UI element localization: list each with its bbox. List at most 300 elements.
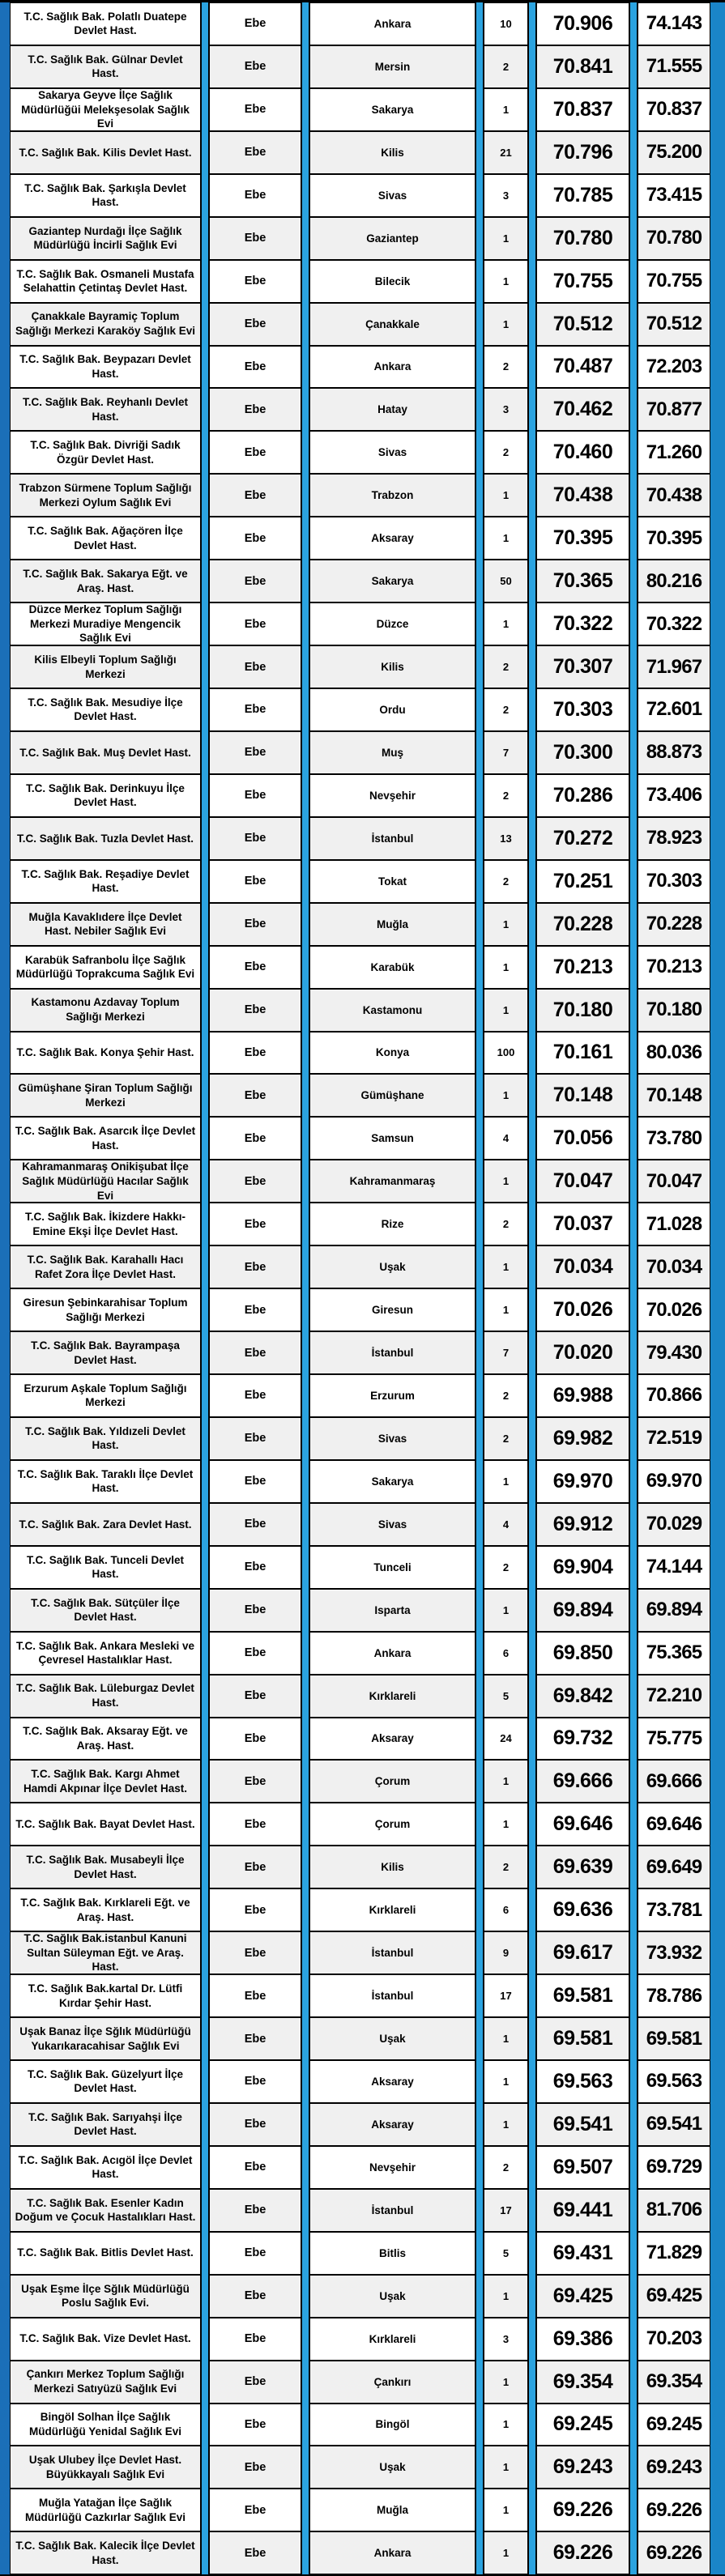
column-separator (629, 1718, 638, 1761)
column-separator (201, 388, 209, 431)
column-separator (476, 2232, 484, 2275)
institution-cell: T.C. Sağlık Bak. Musabeyli İlçe Devlet Hast. (10, 1846, 201, 1888)
column-separator (629, 2404, 638, 2446)
column-separator (201, 1675, 209, 1718)
table-row (10, 1632, 710, 1675)
column-separator (301, 774, 309, 817)
min-score-cell: 70.365 (536, 560, 629, 602)
max-score-cell: 69.729 (638, 2146, 710, 2189)
max-score-cell: 73.415 (638, 174, 710, 217)
institution-cell: T.C. Sağlık Bak. Ağaçören İlçe Devlet Hast. (10, 517, 201, 560)
column-separator (476, 2103, 484, 2146)
max-score-cell: 75.200 (638, 131, 710, 174)
column-separator (629, 1675, 638, 1718)
column-separator (301, 731, 309, 774)
quota-count-cell: 1 (484, 1160, 528, 1203)
table-row (10, 517, 710, 560)
max-score-cell: 70.203 (638, 2318, 710, 2361)
column-separator (301, 1503, 309, 1546)
city-cell: Sivas (309, 431, 476, 474)
column-separator (201, 1288, 209, 1331)
column-separator (528, 1160, 536, 1203)
column-separator (301, 2189, 309, 2232)
column-separator (629, 1846, 638, 1888)
column-separator (201, 860, 209, 903)
city-cell: Hatay (309, 388, 476, 431)
column-separator (201, 1888, 209, 1931)
column-separator (476, 45, 484, 88)
column-separator (201, 1032, 209, 1075)
column-separator (528, 2232, 536, 2275)
column-separator (629, 817, 638, 860)
column-separator (201, 1974, 209, 2017)
column-separator (629, 474, 638, 517)
institution-cell: T.C. Sağlık Bak. Lüleburgaz Devlet Hast. (10, 1675, 201, 1718)
quota-count-cell: 1 (484, 2404, 528, 2446)
profession-cell: Ebe (209, 860, 301, 903)
column-separator (201, 2189, 209, 2232)
institution-cell: T.C. Sağlık Bak. İkizdere Hakkı-Emine Ekşi İlçe Devlet Hast. (10, 1203, 201, 1245)
min-score-cell: 69.850 (536, 1632, 629, 1675)
city-cell: Bitlis (309, 2232, 476, 2275)
profession-cell: Ebe (209, 217, 301, 260)
city-cell: Bilecik (309, 260, 476, 303)
min-score-cell: 69.894 (536, 1589, 629, 1632)
column-separator (528, 903, 536, 946)
min-score-cell: 70.906 (536, 2, 629, 45)
column-separator (629, 260, 638, 303)
column-separator (629, 731, 638, 774)
institution-cell: T.C. Sağlık Bak. Beypazarı Devlet Hast. (10, 346, 201, 389)
column-separator (301, 388, 309, 431)
max-score-cell: 70.029 (638, 1503, 710, 1546)
profession-cell: Ebe (209, 1589, 301, 1632)
column-separator (301, 260, 309, 303)
column-separator (629, 2361, 638, 2404)
table-row (10, 1374, 710, 1417)
column-separator (201, 474, 209, 517)
city-cell: Aksaray (309, 517, 476, 560)
max-score-cell: 73.932 (638, 1931, 710, 1974)
quota-count-cell: 1 (484, 474, 528, 517)
column-separator (528, 2489, 536, 2531)
min-score-cell: 70.438 (536, 474, 629, 517)
column-separator (476, 731, 484, 774)
profession-cell: Ebe (209, 2531, 301, 2574)
column-separator (528, 1417, 536, 1460)
column-separator (476, 2146, 484, 2189)
city-cell: Çankırı (309, 2361, 476, 2404)
column-separator (629, 2103, 638, 2146)
column-separator (476, 1546, 484, 1589)
column-separator (528, 860, 536, 903)
profession-cell: Ebe (209, 1931, 301, 1974)
profession-cell: Ebe (209, 1374, 301, 1417)
city-cell: Nevşehir (309, 774, 476, 817)
city-cell: Muğla (309, 903, 476, 946)
table-row (10, 817, 710, 860)
column-separator (528, 474, 536, 517)
max-score-cell: 73.406 (638, 774, 710, 817)
min-score-cell: 69.507 (536, 2146, 629, 2189)
min-score-cell: 69.581 (536, 1974, 629, 2017)
max-score-cell: 70.438 (638, 474, 710, 517)
institution-cell: T.C. Sağlık Bak. Bayat Devlet Hast. (10, 1803, 201, 1846)
quota-count-cell: 9 (484, 1931, 528, 1974)
column-separator (528, 817, 536, 860)
column-separator (528, 989, 536, 1032)
city-cell: Uşak (309, 1245, 476, 1288)
column-separator (629, 2, 638, 45)
profession-cell: Ebe (209, 2232, 301, 2275)
profession-cell: Ebe (209, 1245, 301, 1288)
institution-cell: Gümüşhane Şiran Toplum Sağlığı Merkezi (10, 1074, 201, 1117)
column-separator (629, 688, 638, 731)
column-separator (629, 517, 638, 560)
table-row (10, 1803, 710, 1846)
quota-count-cell: 1 (484, 2361, 528, 2404)
column-separator (301, 1760, 309, 1803)
city-cell: Konya (309, 1032, 476, 1075)
institution-cell: T.C. Sağlık Bak. Karahallı Hacı Rafet Zora İlçe Devlet Hast. (10, 1245, 201, 1288)
profession-cell: Ebe (209, 1718, 301, 1761)
column-separator (201, 1846, 209, 1888)
column-separator (629, 1374, 638, 1417)
table-row (10, 2531, 710, 2574)
column-separator (528, 1374, 536, 1417)
column-separator (629, 560, 638, 602)
quota-count-cell: 1 (484, 602, 528, 645)
table-row (10, 1032, 710, 1075)
institution-cell: T.C. Sağlık Bak. Reyhanlı Devlet Hast. (10, 388, 201, 431)
min-score-cell: 69.912 (536, 1503, 629, 1546)
table-row (10, 388, 710, 431)
max-score-cell: 72.519 (638, 1417, 710, 1460)
column-separator (528, 1974, 536, 2017)
city-cell: Aksaray (309, 2060, 476, 2103)
min-score-cell: 70.228 (536, 903, 629, 946)
column-separator (528, 1546, 536, 1589)
institution-cell: Kastamonu Azdavay Toplum Sağlığı Merkezi (10, 989, 201, 1032)
city-cell: Gümüşhane (309, 1074, 476, 1117)
quota-count-cell: 13 (484, 817, 528, 860)
table-row (10, 2, 710, 45)
table-left-edge (0, 2, 10, 2574)
profession-cell: Ebe (209, 2318, 301, 2361)
quota-count-cell: 1 (484, 1074, 528, 1117)
column-separator (476, 2017, 484, 2060)
column-separator (301, 1589, 309, 1632)
max-score-cell: 70.213 (638, 946, 710, 989)
column-separator (528, 560, 536, 602)
table-row (10, 560, 710, 602)
column-separator (301, 2103, 309, 2146)
column-separator (528, 2446, 536, 2489)
column-separator (528, 1288, 536, 1331)
column-separator (201, 560, 209, 602)
city-cell: Ankara (309, 1632, 476, 1675)
profession-cell: Ebe (209, 1203, 301, 1245)
quota-count-cell: 2 (484, 346, 528, 389)
profession-cell: Ebe (209, 1974, 301, 2017)
city-cell: Kilis (309, 131, 476, 174)
profession-cell: Ebe (209, 1032, 301, 1075)
min-score-cell: 70.047 (536, 1160, 629, 1203)
max-score-cell: 70.780 (638, 217, 710, 260)
institution-cell: T.C. Sağlık Bak. Asarcık İlçe Devlet Hast. (10, 1117, 201, 1160)
column-separator (301, 1074, 309, 1117)
column-separator (301, 1117, 309, 1160)
city-cell: Uşak (309, 2275, 476, 2318)
table-row (10, 1931, 710, 1974)
profession-cell: Ebe (209, 2275, 301, 2318)
column-separator (629, 1931, 638, 1974)
profession-cell: Ebe (209, 602, 301, 645)
min-score-cell: 69.563 (536, 2060, 629, 2103)
profession-cell: Ebe (209, 2361, 301, 2404)
institution-cell: T.C. Sağlık Bak. Mesudiye İlçe Devlet Hast. (10, 688, 201, 731)
max-score-cell: 70.837 (638, 88, 710, 131)
column-separator (201, 517, 209, 560)
column-separator (201, 817, 209, 860)
max-score-cell: 69.245 (638, 2404, 710, 2446)
min-score-cell: 69.617 (536, 1931, 629, 1974)
max-score-cell: 69.243 (638, 2446, 710, 2489)
max-score-cell: 88.873 (638, 731, 710, 774)
min-score-cell: 69.441 (536, 2189, 629, 2232)
table-row (10, 1203, 710, 1245)
min-score-cell: 69.431 (536, 2232, 629, 2275)
city-cell: Sivas (309, 1417, 476, 1460)
column-separator (201, 2489, 209, 2531)
table-row (10, 2103, 710, 2146)
quota-count-cell: 2 (484, 1846, 528, 1888)
institution-cell: T.C. Sağlık Bak. Güzelyurt İlçe Devlet Hast. (10, 2060, 201, 2103)
quota-count-cell: 17 (484, 1974, 528, 2017)
max-score-cell: 70.180 (638, 989, 710, 1032)
column-separator (476, 817, 484, 860)
institution-cell: Kahramanmaraş Onikişubat İlçe Sağlık Müdürlüğü Hacılar Sağlık Evi (10, 1160, 201, 1203)
table-row (10, 1589, 710, 1632)
column-separator (301, 1288, 309, 1331)
min-score-cell: 70.180 (536, 989, 629, 1032)
column-separator (476, 303, 484, 346)
column-separator (629, 1288, 638, 1331)
column-separator (201, 217, 209, 260)
column-separator (476, 131, 484, 174)
institution-cell: T.C. Sağlık Bak. Divriği Sadık Özgür Devlet Hast. (10, 431, 201, 474)
profession-cell: Ebe (209, 88, 301, 131)
column-separator (201, 88, 209, 131)
min-score-cell: 69.581 (536, 2017, 629, 2060)
institution-cell: T.C. Sağlık Bak. Reşadiye Devlet Hast. (10, 860, 201, 903)
quota-count-cell: 1 (484, 2017, 528, 2060)
city-cell: Nevşehir (309, 2146, 476, 2189)
column-separator (629, 860, 638, 903)
column-separator (476, 1288, 484, 1331)
column-separator (201, 1760, 209, 1803)
column-separator (301, 2017, 309, 2060)
column-separator (629, 45, 638, 88)
column-separator (301, 1632, 309, 1675)
table-row (10, 2232, 710, 2275)
column-separator (201, 1546, 209, 1589)
column-separator (476, 2060, 484, 2103)
quota-count-cell: 1 (484, 517, 528, 560)
city-cell: Ankara (309, 2, 476, 45)
table-row (10, 174, 710, 217)
city-cell: Giresun (309, 1288, 476, 1331)
column-separator (629, 2531, 638, 2574)
column-separator (301, 989, 309, 1032)
table-row (10, 2446, 710, 2489)
column-separator (301, 2361, 309, 2404)
table-row (10, 303, 710, 346)
table-row (10, 217, 710, 260)
column-separator (201, 2060, 209, 2103)
table-row (10, 131, 710, 174)
profession-cell: Ebe (209, 1117, 301, 1160)
min-score-cell: 70.300 (536, 731, 629, 774)
institution-cell: Muğla Kavaklıdere İlçe Devlet Hast. Nebiler Sağlık Evi (10, 903, 201, 946)
quota-count-cell: 7 (484, 731, 528, 774)
column-separator (528, 1117, 536, 1160)
column-separator (629, 2189, 638, 2232)
column-separator (201, 1718, 209, 1761)
column-separator (629, 1589, 638, 1632)
column-separator (301, 1846, 309, 1888)
min-score-cell: 70.286 (536, 774, 629, 817)
column-separator (629, 602, 638, 645)
table-row (10, 1675, 710, 1718)
column-separator (476, 2318, 484, 2361)
column-separator (301, 1974, 309, 2017)
column-separator (476, 1718, 484, 1761)
column-separator (201, 174, 209, 217)
city-cell: Kastamonu (309, 989, 476, 1032)
max-score-cell: 72.203 (638, 346, 710, 389)
max-score-cell: 69.970 (638, 1460, 710, 1503)
column-separator (476, 1032, 484, 1075)
column-separator (476, 1846, 484, 1888)
column-separator (301, 1203, 309, 1245)
city-cell: Muş (309, 731, 476, 774)
rows-container (10, 2, 710, 2574)
table-row (10, 989, 710, 1032)
max-score-cell: 72.210 (638, 1675, 710, 1718)
column-separator (629, 346, 638, 389)
column-separator (201, 989, 209, 1032)
column-separator (528, 731, 536, 774)
table-row (10, 2489, 710, 2531)
quota-count-cell: 1 (484, 303, 528, 346)
table-right-edge (710, 2, 725, 2574)
max-score-cell: 81.706 (638, 2189, 710, 2232)
column-separator (301, 174, 309, 217)
city-cell: Sivas (309, 1503, 476, 1546)
quota-count-cell: 2 (484, 1374, 528, 1417)
column-separator (629, 303, 638, 346)
column-separator (476, 2531, 484, 2574)
column-separator (629, 217, 638, 260)
profession-cell: Ebe (209, 2146, 301, 2189)
profession-cell: Ebe (209, 1546, 301, 1589)
column-separator (528, 1074, 536, 1117)
city-cell: Uşak (309, 2446, 476, 2489)
quota-count-cell: 1 (484, 2489, 528, 2531)
city-cell: Bingöl (309, 2404, 476, 2446)
column-separator (301, 1718, 309, 1761)
min-score-cell: 70.462 (536, 388, 629, 431)
max-score-cell: 79.430 (638, 1331, 710, 1374)
column-separator (301, 346, 309, 389)
city-cell: İstanbul (309, 1331, 476, 1374)
profession-cell: Ebe (209, 1331, 301, 1374)
quota-count-cell: 1 (484, 1589, 528, 1632)
table-row (10, 1718, 710, 1761)
profession-cell: Ebe (209, 560, 301, 602)
city-cell: Sakarya (309, 88, 476, 131)
city-cell: Çorum (309, 1760, 476, 1803)
profession-cell: Ebe (209, 131, 301, 174)
column-separator (528, 131, 536, 174)
column-separator (528, 2361, 536, 2404)
min-score-cell: 70.034 (536, 1245, 629, 1288)
column-separator (629, 1245, 638, 1288)
profession-cell: Ebe (209, 1160, 301, 1203)
min-score-cell: 69.842 (536, 1675, 629, 1718)
max-score-cell: 75.775 (638, 1718, 710, 1761)
min-score-cell: 70.213 (536, 946, 629, 989)
column-separator (629, 1632, 638, 1675)
profession-cell: Ebe (209, 2446, 301, 2489)
column-separator (629, 1888, 638, 1931)
max-score-cell: 69.666 (638, 1760, 710, 1803)
column-separator (201, 1117, 209, 1160)
column-separator (528, 2146, 536, 2189)
column-separator (301, 903, 309, 946)
quota-count-cell: 1 (484, 1760, 528, 1803)
column-separator (301, 1417, 309, 1460)
max-score-cell: 69.563 (638, 2060, 710, 2103)
city-cell: Kilis (309, 645, 476, 688)
min-score-cell: 70.037 (536, 1203, 629, 1245)
column-separator (201, 1803, 209, 1846)
max-score-cell: 69.226 (638, 2489, 710, 2531)
city-cell: Tokat (309, 860, 476, 903)
max-score-cell: 70.148 (638, 1074, 710, 1117)
column-separator (201, 2531, 209, 2574)
min-score-cell: 70.512 (536, 303, 629, 346)
column-separator (528, 174, 536, 217)
column-separator (476, 1632, 484, 1675)
min-score-cell: 69.386 (536, 2318, 629, 2361)
column-separator (301, 1331, 309, 1374)
column-separator (301, 2060, 309, 2103)
city-cell: Kırklareli (309, 2318, 476, 2361)
column-separator (476, 903, 484, 946)
institution-cell: Sakarya Geyve İlçe Sağlık Müdürlüğüi Melekşesolak Sağlık Evi (10, 88, 201, 131)
quota-count-cell: 3 (484, 2318, 528, 2361)
column-separator (629, 1160, 638, 1203)
city-cell: Çanakkale (309, 303, 476, 346)
table-row (10, 88, 710, 131)
column-separator (528, 1632, 536, 1675)
quota-count-cell: 1 (484, 2275, 528, 2318)
min-score-cell: 70.307 (536, 645, 629, 688)
column-separator (629, 2318, 638, 2361)
column-separator (301, 1803, 309, 1846)
